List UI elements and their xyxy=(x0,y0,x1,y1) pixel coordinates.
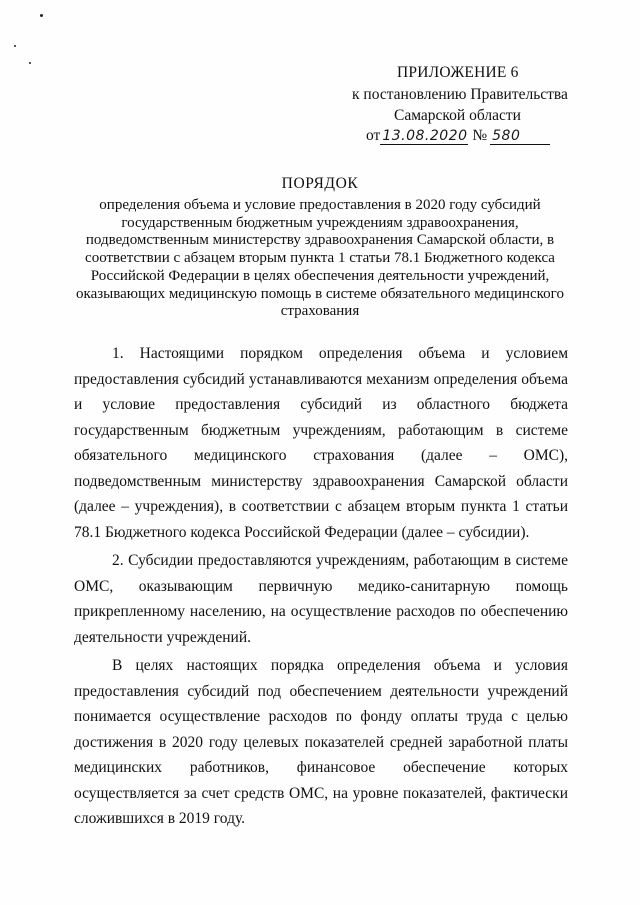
appendix-date-row xyxy=(366,127,550,145)
order-title: ПОРЯДОК xyxy=(281,175,359,192)
order-subtitle: определения объема и условие предоставления в 2020 году субсидий государственным бюджетным учреждениям здравоохранения, подведомственным министерству здравоохранения Самарской области, в соответствии с абзацем вторым пункта 1 статьи 78.1 Бюджетного кодекса Российской Федерации в целях обеспечения деятельности учреждений, оказывающих медицинскую помощь в системе обязательного медицинского страхования xyxy=(76,197,564,320)
paragraph-text: 1. Настоящими порядком определения объема и условием предоставления субсидий устанавливаются механизм определения объема и условие предоставления субсидий из областного бюджета государственным бюджетным учреждениям, работающим в системе обязательного медицинского страхования (далее – ОМС), подведомственным министерству здравоохранения Самарской области (далее – учреждения), в соответствии с абзацем вторым пункта 1 статьи 78.1 Бюджетного кодекса Российской Федерации (далее – субсидии). xyxy=(74,345,568,541)
appendix-title: ПРИЛОЖЕНИЕ 6 xyxy=(397,64,519,81)
paragraph-text: В целях настоящих порядка определения объема и условия предоставления субсидий под обеспечением деятельности учреждений понимается осуществление расходов по фонду оплаты труда с целью достижения в 2020 году целевых показателей средней заработной платы медицинских работников, финансовое обеспечение которых осуществляется за счет средств ОМС, на уровне показателей, фактически сложившихся в 2019 году. xyxy=(74,657,568,827)
appendix-resolution-line: к постановлению Правительства xyxy=(352,86,568,103)
date-prefix: от xyxy=(366,127,381,144)
handwritten-number: 580 xyxy=(490,129,550,145)
number-sign: № xyxy=(472,127,488,144)
appendix-region-line: Самарской области xyxy=(394,107,521,124)
paragraph-text: 2. Субсидии предоставляются учреждениям, работающим в системе ОМС, оказывающим первичную медико-санитарную помощь прикрепленному населению, на осуществление расходов по обеспечению деятельности учреждений. xyxy=(74,552,568,646)
body-paragraph-3 xyxy=(74,653,568,832)
scan-speck xyxy=(14,45,16,47)
scan-speck xyxy=(40,14,43,17)
scan-speck xyxy=(29,62,31,64)
handwritten-date: 13.08.2020 xyxy=(382,128,468,144)
body-paragraph-1 xyxy=(74,341,568,545)
body-paragraph-2 xyxy=(74,548,568,650)
